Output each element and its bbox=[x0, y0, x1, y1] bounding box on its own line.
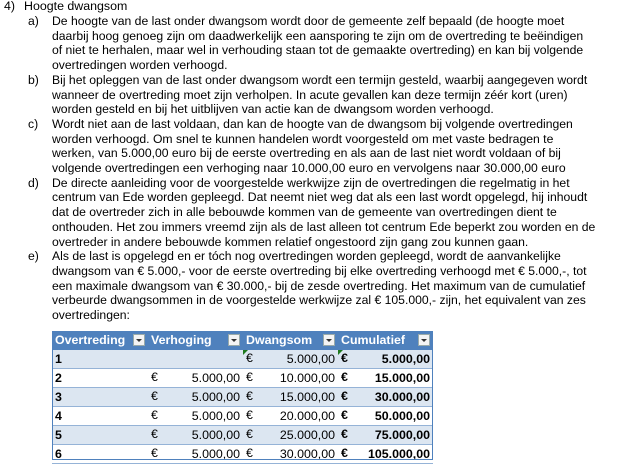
list-item bbox=[28, 117, 618, 176]
cell-value: 105.000,00 bbox=[367, 447, 430, 461]
list-item-text-line: Als de last is opgelegd en er tóch nog overtredingen worden gepleegd, wordt de aanvankelijke bbox=[52, 249, 561, 264]
currency-symbol: € bbox=[151, 370, 158, 384]
currency-symbol: € bbox=[341, 446, 348, 460]
table-row bbox=[52, 350, 433, 369]
list-item bbox=[28, 14, 618, 73]
table-header-row bbox=[52, 331, 433, 350]
cell-verhoging[interactable] bbox=[148, 388, 243, 407]
list-item-text-line: of niet te herhalen, maar wel in verhouding staan tot de gemaakte overtreding) en kan bij volgende bbox=[52, 43, 584, 58]
cell-overtreding[interactable]: 2 bbox=[52, 369, 148, 388]
filter-dropdown-icon[interactable] bbox=[323, 334, 335, 346]
header-dwangsom[interactable] bbox=[243, 331, 338, 350]
table-row bbox=[52, 369, 433, 388]
filter-dropdown-icon[interactable] bbox=[133, 334, 145, 346]
cell-verhoging[interactable] bbox=[148, 445, 243, 464]
currency-symbol: € bbox=[341, 427, 348, 441]
list-item-label: c) bbox=[28, 116, 39, 131]
cell-dwangsom[interactable] bbox=[243, 369, 338, 388]
cell-verhoging[interactable] bbox=[148, 426, 243, 445]
cell-value: 5.000,00 bbox=[381, 352, 430, 366]
filter-dropdown-icon[interactable] bbox=[418, 334, 430, 346]
cell-cumulatief[interactable] bbox=[338, 445, 433, 464]
currency-symbol: € bbox=[246, 389, 253, 403]
currency-symbol: € bbox=[151, 389, 158, 403]
cell-overtreding[interactable]: 3 bbox=[52, 388, 148, 407]
cell-cumulatief[interactable] bbox=[338, 350, 433, 369]
cell-cumulatief[interactable] bbox=[338, 388, 433, 407]
cell-dwangsom[interactable] bbox=[243, 426, 338, 445]
list-item-text-line: overtreder in andere bebouwde kommen relatief ongestoord zijn gang zou kunnen gaan. bbox=[52, 234, 529, 249]
cell-value: 30.000,00 bbox=[279, 447, 335, 461]
list-item-text-line: De hoogte van de last onder dwangsom wordt door de gemeente zelf bepaald (de hoogte moet bbox=[52, 14, 565, 28]
list-item-text-line: overtredingen: bbox=[52, 308, 130, 323]
cell-dwangsom[interactable] bbox=[243, 445, 338, 464]
table-row bbox=[52, 388, 433, 407]
list-item-text-line: Wordt niet aan de last voldaan, dan kan de hoogte van de dwangsom bij volgende overtredingen bbox=[52, 116, 573, 131]
list-item-text-line: dat de overtreder zich in alle bebouwde kommen van de gemeente van overtredingen dient te bbox=[52, 205, 557, 220]
cell-value: 5.000,00 bbox=[191, 371, 240, 385]
header-verhoging-label: Verhoging bbox=[151, 333, 212, 347]
cell-value: 5.000,00 bbox=[191, 428, 240, 442]
table-row bbox=[52, 426, 433, 445]
currency-symbol: € bbox=[341, 389, 348, 403]
header-overtreding[interactable] bbox=[52, 331, 148, 350]
section-number: 4) bbox=[4, 0, 16, 13]
item-list bbox=[28, 14, 618, 323]
table-body bbox=[52, 350, 433, 464]
cell-verhoging[interactable] bbox=[148, 407, 243, 426]
cell-verhoging[interactable] bbox=[148, 350, 243, 369]
cell-value: 20.000,00 bbox=[279, 409, 335, 423]
currency-symbol: € bbox=[246, 427, 253, 441]
header-cumulatief-label: Cumulatief bbox=[341, 333, 406, 347]
cell-verhoging[interactable] bbox=[148, 369, 243, 388]
cell-value: 5.000,00 bbox=[191, 390, 240, 404]
section-heading bbox=[4, 0, 127, 14]
header-dwangsom-label: Dwangsom bbox=[246, 333, 313, 347]
cell-value: 15.000,00 bbox=[374, 371, 430, 385]
list-item-text-line: overtredingen worden verhoogd. bbox=[52, 58, 228, 73]
cell-value: 15.000,00 bbox=[279, 390, 335, 404]
cell-value: 25.000,00 bbox=[279, 428, 335, 442]
cell-cumulatief[interactable] bbox=[338, 426, 433, 445]
list-item-text-line: Bij het opleggen van de last onder dwangsom wordt een termijn gesteld, waarbij aangegeven wordt bbox=[52, 72, 588, 87]
cell-overtreding[interactable]: 1 bbox=[52, 350, 148, 369]
dwangsom-table bbox=[52, 331, 433, 464]
list-item-label: d) bbox=[28, 175, 39, 190]
currency-symbol: € bbox=[151, 427, 158, 441]
list-item bbox=[28, 73, 618, 117]
cell-overtreding[interactable]: 4 bbox=[52, 407, 148, 426]
currency-symbol: € bbox=[341, 370, 348, 384]
header-cumulatief[interactable] bbox=[338, 331, 433, 350]
table-row bbox=[52, 445, 433, 464]
list-item-text-line: werken, van 5.000,00 euro bij de eerste overtreding en als aan de last niet wordt voldaan of bij bbox=[52, 146, 561, 161]
filter-dropdown-icon[interactable] bbox=[228, 334, 240, 346]
list-item-text-line: De directe aanleiding voor de voorgestelde werkwijze zijn de overtredingen die regelmatig in het bbox=[52, 175, 570, 190]
cell-value: 5.000,00 bbox=[286, 352, 335, 366]
cell-value: 10.000,00 bbox=[279, 371, 335, 385]
list-item-text-line: dwangsom van € 5.000,- voor de eerste overtreding bij elke overtreding verhoogd met € 5.000,-, tot bbox=[52, 263, 587, 278]
currency-symbol: € bbox=[151, 408, 158, 422]
cell-dwangsom[interactable] bbox=[243, 350, 338, 369]
currency-symbol: € bbox=[246, 446, 253, 460]
list-item-text-line: volgende overtredingen een verhoging naar 10.000,00 euro en vervolgens naar 30.000,00 euro bbox=[52, 161, 566, 176]
list-item-text-line: daarbij hoog genoeg zijn om daadwerkelijk een aansporing te zijn om de overtreding te beëindigen bbox=[52, 28, 584, 43]
list-item-text-line: onthouden. Het zou immers vreemd zijn als de last alleen tot centrum Ede beperkt zou worden en de bbox=[52, 219, 596, 234]
cell-cumulatief[interactable] bbox=[338, 369, 433, 388]
list-item-text-line: worden verhoogd. Om snel te kunnen handelen wordt voorgesteld om met vaste bedragen te bbox=[52, 131, 554, 146]
list-item-label: e) bbox=[28, 249, 39, 264]
cell-value: 30.000,00 bbox=[374, 390, 430, 404]
list-item-text-line: worden gesteld en bij het uitblijven van actie kan de dwangsom worden verhoogd. bbox=[52, 102, 494, 117]
cell-value: 75.000,00 bbox=[374, 428, 430, 442]
cell-value: 50.000,00 bbox=[374, 409, 430, 423]
list-item-text-line: centrum van Ede worden gepleegd. Dat neemt niet weg dat als een last wordt opgelegd, hij inhoudt bbox=[52, 190, 588, 205]
list-item-text-line: verbeurde dwangsommen in de voorgestelde werkwijze zal € 105.000,- zijn, het equivalent van zes bbox=[52, 293, 586, 308]
header-verhoging[interactable] bbox=[148, 331, 243, 350]
dwangsom-table-container bbox=[52, 331, 433, 464]
table-row bbox=[52, 407, 433, 426]
cell-cumulatief[interactable] bbox=[338, 407, 433, 426]
currency-symbol: € bbox=[246, 351, 253, 365]
currency-symbol: € bbox=[341, 408, 348, 422]
cell-value: 5.000,00 bbox=[191, 409, 240, 423]
list-item-label: a) bbox=[28, 14, 39, 28]
header-overtreding-label: Overtreding bbox=[55, 333, 126, 347]
cell-value: 5.000,00 bbox=[191, 447, 240, 461]
cell-dwangsom[interactable] bbox=[243, 388, 338, 407]
section-title: Hoogte dwangsom bbox=[24, 0, 128, 13]
list-item-text-line: wanneer de overtreding moet zijn verholpen. In acute gevallen kan deze termijn zéér kort (uren) bbox=[52, 87, 568, 102]
currency-symbol: € bbox=[246, 370, 253, 384]
currency-symbol: € bbox=[341, 351, 348, 365]
list-item-text-line: een maximale dwangsom van € 30.000,- bij de zesde overtreding. Het maximum van de cumulatief bbox=[52, 278, 586, 293]
cell-overtreding[interactable]: 6 bbox=[52, 445, 148, 464]
list-item bbox=[28, 176, 618, 250]
cell-overtreding[interactable]: 5 bbox=[52, 426, 148, 445]
list-item bbox=[28, 249, 618, 323]
cell-dwangsom[interactable] bbox=[243, 407, 338, 426]
currency-symbol: € bbox=[246, 408, 253, 422]
list-item-label: b) bbox=[28, 72, 39, 87]
currency-symbol: € bbox=[151, 446, 158, 460]
